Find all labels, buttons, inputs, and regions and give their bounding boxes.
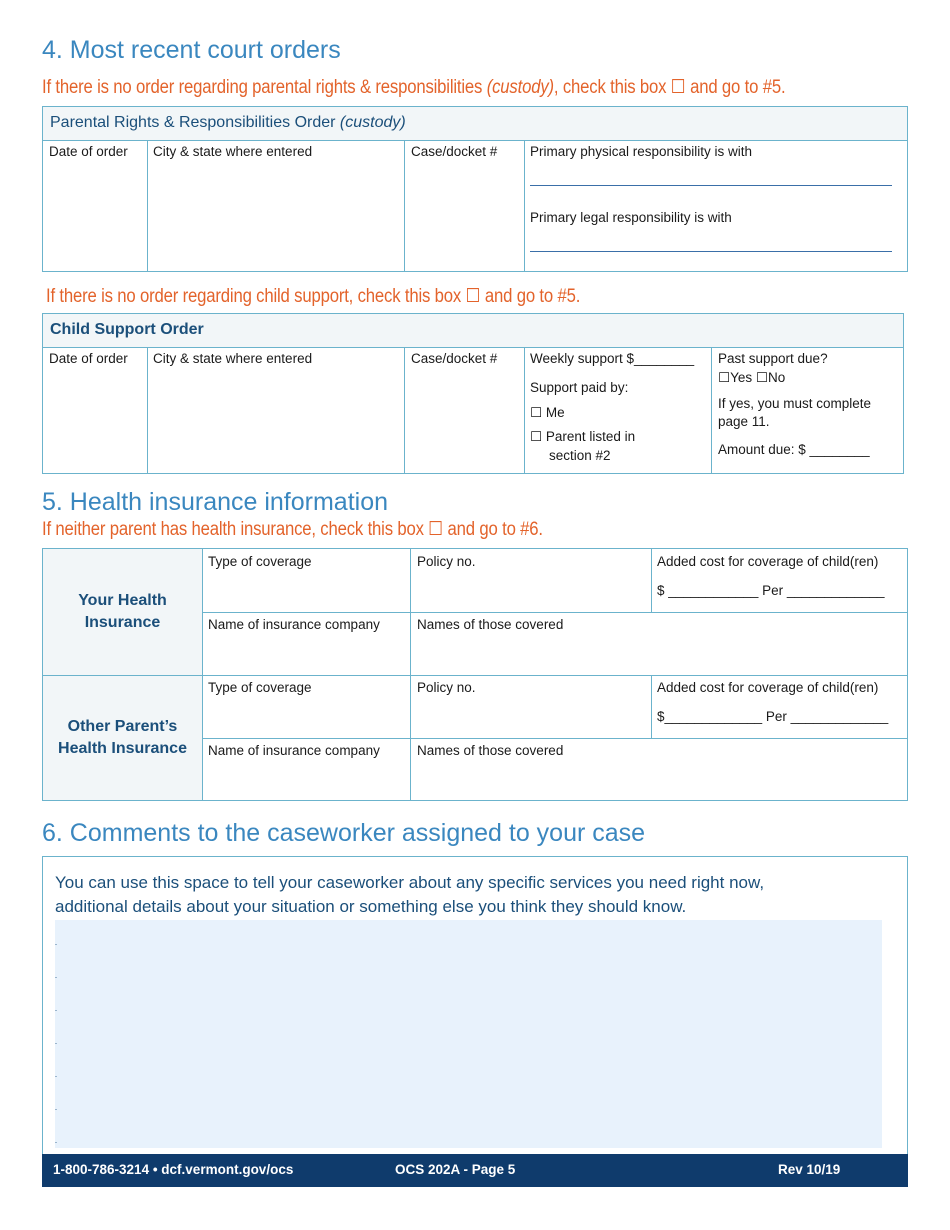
no-custody-order-instruction: If there is no order regarding parental rights & responsibilities (custody), check this box ☐ and go to #5.: [42, 76, 786, 98]
support-city-field[interactable]: [153, 372, 399, 467]
other-covered-field[interactable]: [417, 763, 902, 797]
custody-city-field[interactable]: [153, 165, 399, 265]
footer-page-number: OCS 202A - Page 5: [395, 1162, 516, 1177]
custody-date-field[interactable]: [49, 165, 143, 265]
your-policy-label: Policy no.: [417, 554, 476, 569]
other-company-label: Name of insurance company: [208, 743, 380, 758]
custody-city-label: City & state where entered: [153, 144, 313, 159]
physical-responsibility-label: Primary physical responsibility is with: [530, 144, 753, 159]
weekly-support-field[interactable]: Weekly support $________: [530, 351, 695, 366]
other-type-label: Type of coverage: [208, 680, 312, 695]
support-date-label: Date of order: [49, 351, 128, 366]
other-type-field[interactable]: [208, 700, 404, 734]
no-insurance-instruction: If neither parent has health insurance, check this box ☐ and go to #6.: [42, 518, 543, 540]
your-company-label: Name of insurance company: [208, 617, 380, 632]
your-covered-label: Names of those covered: [417, 617, 564, 632]
custody-case-label: Case/docket #: [411, 144, 498, 159]
amount-due-field[interactable]: Amount due: $ ________: [718, 442, 870, 457]
your-company-field[interactable]: [208, 637, 404, 671]
comments-textarea[interactable]: [55, 920, 882, 1148]
other-covered-label: Names of those covered: [417, 743, 564, 758]
footer-revision: Rev 10/19: [778, 1162, 841, 1177]
paid-by-parent-label-2: section #2: [549, 448, 611, 463]
comments-intro: You can use this space to tell your caseworker about any specific services you need right now, additional details about your situation or something else you think they should know.: [55, 873, 765, 916]
if-yes-note-2: page 11.: [718, 414, 770, 429]
other-added-cost-label: Added cost for coverage of child(ren): [657, 680, 879, 695]
if-yes-note: If yes, you must complete: [718, 396, 872, 411]
section-4-title: 4. Most recent court orders: [42, 36, 341, 64]
your-cost-per-field[interactable]: $ ____________ Per _____________: [657, 583, 885, 598]
your-insurance-label: Your Health Insurance: [43, 549, 202, 675]
other-company-field[interactable]: [208, 763, 404, 797]
page-footer: [42, 1154, 908, 1187]
support-case-field[interactable]: [411, 372, 519, 467]
support-paid-by-label: Support paid by:: [530, 380, 629, 395]
support-date-field[interactable]: [49, 372, 143, 467]
your-type-field[interactable]: [208, 574, 404, 608]
section-6-title: 6. Comments to the caseworker assigned to your case: [42, 819, 646, 847]
support-case-label: Case/docket #: [411, 351, 498, 366]
no-support-order-checkbox[interactable]: ☐: [465, 285, 481, 307]
no-custody-order-checkbox[interactable]: ☐: [670, 76, 686, 98]
custody-date-label: Date of order: [49, 144, 128, 159]
other-insurance-label: Other Parent’s Health Insurance: [43, 676, 202, 800]
legal-responsibility-label: Primary legal responsibility is with: [530, 210, 732, 225]
your-covered-field[interactable]: [417, 637, 902, 671]
other-cost-per-field[interactable]: $_____________ Per _____________: [657, 709, 889, 724]
your-type-label: Type of coverage: [208, 554, 312, 569]
no-support-order-instruction: If there is no order regarding child support, check this box ☐ and go to #5.: [46, 285, 581, 307]
your-added-cost-label: Added cost for coverage of child(ren): [657, 554, 879, 569]
support-table-header: Child Support Order: [43, 314, 903, 348]
other-policy-label: Policy no.: [417, 680, 476, 695]
past-support-due-label: Past support due?: [718, 351, 828, 366]
physical-responsibility-field[interactable]: [530, 185, 892, 186]
no-insurance-checkbox[interactable]: ☐: [428, 518, 444, 540]
custody-table-header: Parental Rights & Responsibilities Order (custody): [43, 107, 907, 141]
paid-by-parent-checkbox[interactable]: ☐ Parent listed in: [530, 429, 636, 444]
past-due-yes-no-checkboxes[interactable]: ☐Yes ☐No: [718, 370, 786, 385]
paid-by-me-checkbox[interactable]: ☐ Me: [530, 405, 565, 420]
other-policy-field[interactable]: [417, 700, 645, 734]
footer-contact: 1-800-786-3214 • dcf.vermont.gov/ocs: [53, 1162, 294, 1177]
section-5-title: 5. Health insurance information: [42, 488, 389, 516]
legal-responsibility-field[interactable]: [530, 251, 892, 252]
your-policy-field[interactable]: [417, 574, 645, 608]
custody-case-field[interactable]: [411, 165, 519, 265]
support-city-label: City & state where entered: [153, 351, 313, 366]
